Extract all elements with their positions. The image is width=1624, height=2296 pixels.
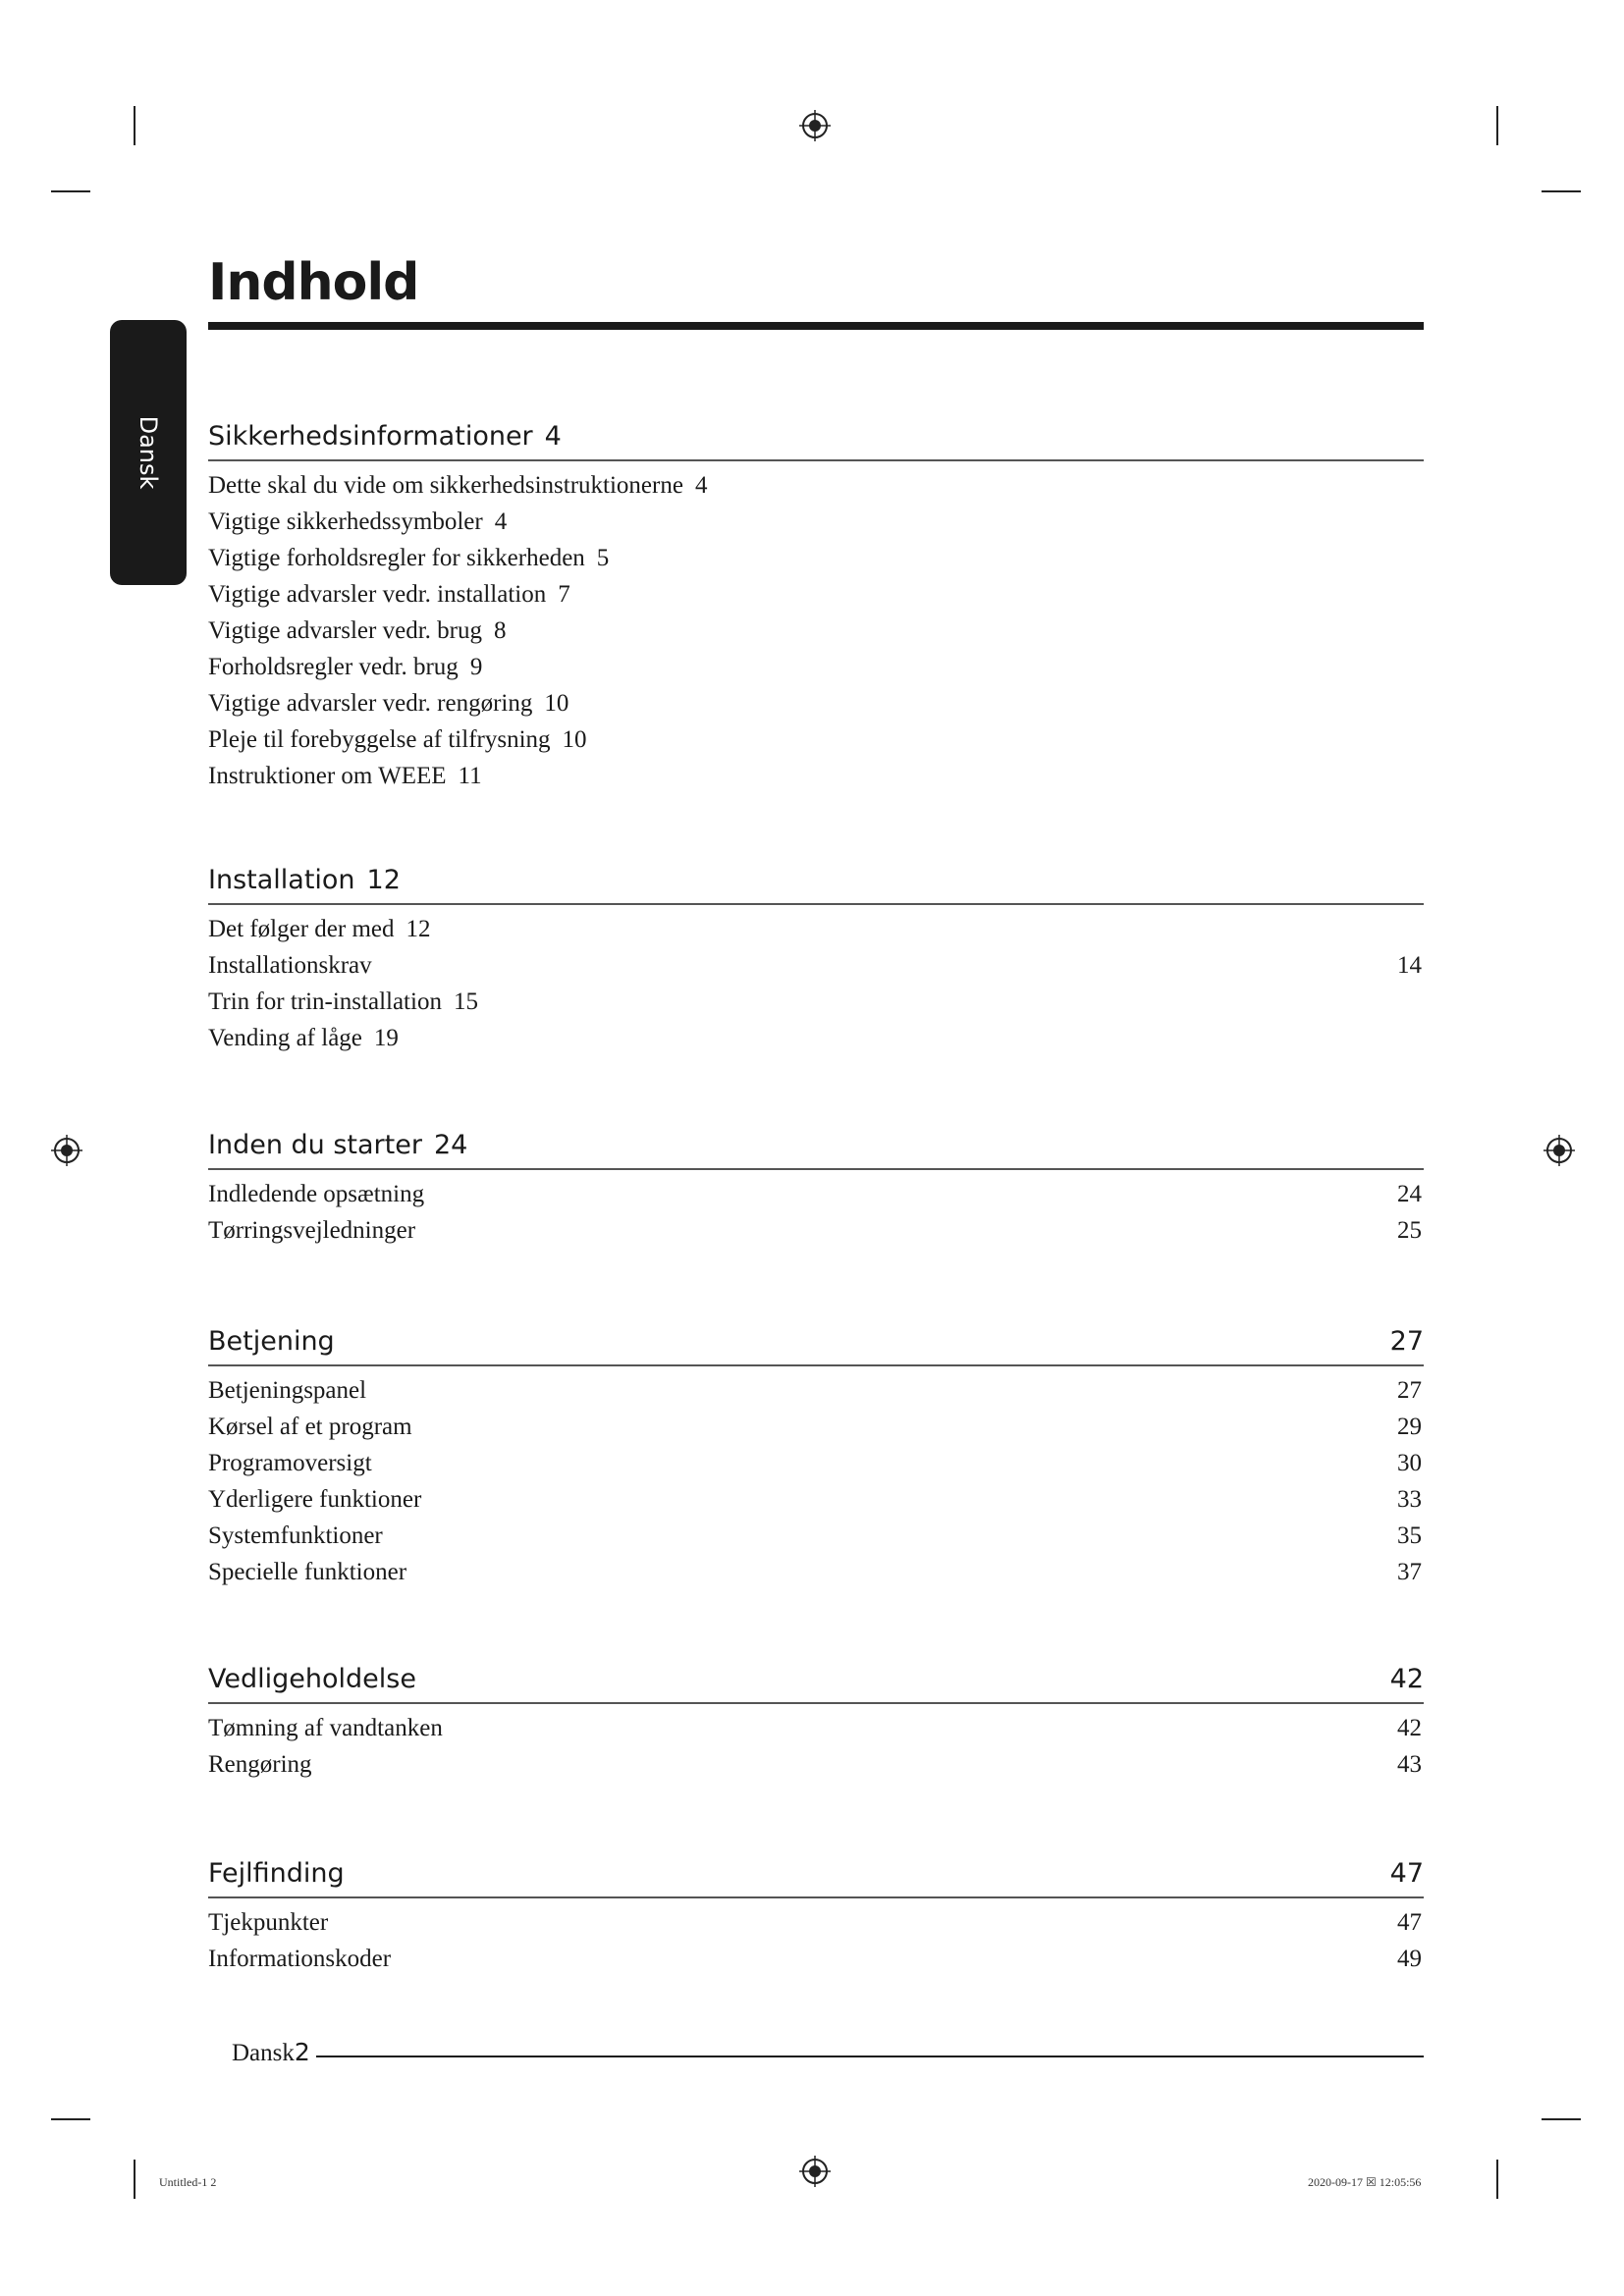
section-page-number: 12 <box>366 865 401 895</box>
print-slug-right: 2020-09-17 ☒ 12:05:56 <box>1308 2175 1422 2189</box>
section-page-number: 24 <box>433 1130 468 1160</box>
section-heading[interactable] <box>208 414 1424 461</box>
toc-entry-page-number: 29 <box>1397 1414 1422 1440</box>
section-title: Betjening <box>208 1326 335 1357</box>
toc-section <box>208 414 1424 794</box>
toc-entry-page-number: 47 <box>1397 1909 1422 1936</box>
toc-entry[interactable] <box>208 1372 1424 1409</box>
language-side-tab <box>110 320 187 585</box>
section-heading[interactable] <box>208 1123 1424 1170</box>
toc-entry-page-number: 19 <box>373 1025 399 1051</box>
toc-entry-label: Instruktioner om WEEE <box>208 763 447 789</box>
section-heading[interactable] <box>208 1851 1424 1898</box>
toc-entry-label: Installationskrav <box>208 952 372 979</box>
toc-entry-label: Specielle funktioner <box>208 1559 407 1585</box>
toc-entry-label: Tjekpunkter <box>208 1909 329 1936</box>
toc-entry-page-number: 4 <box>694 472 708 499</box>
toc-entry-label: Forholdsregler vedr. brug <box>208 654 459 680</box>
toc-entry-page-number: 12 <box>406 916 431 942</box>
toc-entry-page-number: 11 <box>458 763 482 789</box>
toc-entry-page-number: 5 <box>596 545 610 571</box>
toc-entry-page-number: 37 <box>1397 1559 1422 1585</box>
toc-entry-label: Betjeningspanel <box>208 1377 367 1404</box>
section-title: Sikkerhedsinformationer 4 <box>208 421 562 452</box>
title-rule <box>208 322 1424 330</box>
section-entries <box>208 1898 1424 1977</box>
crop-mark <box>51 2118 90 2120</box>
toc-entry-page-number: 33 <box>1397 1486 1422 1513</box>
toc-entry[interactable] <box>208 1554 1424 1590</box>
toc-entry-label: Indledende opsætning <box>208 1181 425 1207</box>
toc-entry-label: Tørringsvejledninger <box>208 1217 416 1244</box>
toc-entry-label: Det følger der med <box>208 916 395 942</box>
toc-entry-label: Vigtige advarsler vedr. brug <box>208 617 482 644</box>
toc-entry-label: Pleje til forebyggelse af tilfrysning <box>208 726 551 753</box>
toc-entry-page-number: 10 <box>544 690 569 717</box>
registration-mark-icon <box>51 1135 82 1166</box>
toc-entry[interactable] <box>208 540 1424 576</box>
toc-entry-page-number: 14 <box>1397 952 1422 979</box>
toc-entry-label: Vigtige forholdsregler for sikkerheden <box>208 545 585 571</box>
section-heading[interactable] <box>208 1657 1424 1704</box>
crop-mark <box>134 106 135 145</box>
toc-entry-page-number: 25 <box>1397 1217 1422 1244</box>
section-title: Installation 12 <box>208 865 401 895</box>
footer-page-number: 2 <box>294 2038 310 2066</box>
toc-entry-page-number: 8 <box>493 617 507 644</box>
toc-entry-page-number: 35 <box>1397 1522 1422 1549</box>
toc-section <box>208 1123 1424 1249</box>
section-title: Fejlfinding <box>208 1858 345 1889</box>
language-tab-label: Dansk <box>135 415 162 490</box>
toc-entry-page-number: 7 <box>558 581 570 608</box>
toc-entry[interactable] <box>208 911 1424 947</box>
toc-entry-label: Informationskoder <box>208 1946 392 1972</box>
section-heading[interactable] <box>208 1319 1424 1366</box>
toc-entry[interactable] <box>208 1409 1424 1445</box>
toc-entry-label: Systemfunktioner <box>208 1522 383 1549</box>
toc-entry[interactable] <box>208 1176 1424 1212</box>
toc-entry[interactable] <box>208 1904 1424 1941</box>
section-title: Inden du starter 24 <box>208 1130 468 1160</box>
section-page-number: 47 <box>1389 1858 1424 1889</box>
toc-entry-label: Dette skal du vide om sikkerhedsinstruktionerne <box>208 472 683 499</box>
toc-entry-page-number: 10 <box>562 726 587 753</box>
crop-mark <box>1542 2118 1581 2120</box>
toc-entry[interactable] <box>208 685 1424 721</box>
section-entries <box>208 1704 1424 1783</box>
section-title: Vedligeholdelse <box>208 1664 416 1694</box>
toc-entry-page-number: 4 <box>494 508 508 535</box>
crop-mark <box>134 2160 135 2199</box>
toc-entry[interactable] <box>208 984 1424 1020</box>
registration-mark-icon <box>1543 1135 1575 1166</box>
toc-section <box>208 1851 1424 1977</box>
toc-section <box>208 1657 1424 1783</box>
toc-entry[interactable] <box>208 721 1424 758</box>
toc-section <box>208 858 1424 1056</box>
toc-entry-label: Vigtige sikkerhedssymboler <box>208 508 483 535</box>
section-entries <box>208 1366 1424 1590</box>
section-entries <box>208 905 1424 1056</box>
section-page-number: 27 <box>1389 1326 1424 1357</box>
toc-entry-label: Programoversigt <box>208 1450 372 1476</box>
section-heading[interactable] <box>208 858 1424 905</box>
toc-entry-page-number: 15 <box>453 988 478 1015</box>
toc-entry[interactable] <box>208 1212 1424 1249</box>
toc-entry[interactable] <box>208 947 1424 984</box>
section-page-number: 42 <box>1389 1664 1424 1694</box>
section-entries <box>208 461 1424 794</box>
toc-entry[interactable] <box>208 576 1424 613</box>
toc-entry[interactable] <box>208 467 1424 504</box>
toc-entry-page-number: 30 <box>1397 1450 1422 1476</box>
toc-entry[interactable] <box>208 1710 1424 1746</box>
toc-entry-label: Yderligere funktioner <box>208 1486 422 1513</box>
crop-mark <box>51 190 90 192</box>
crop-mark <box>1496 106 1498 145</box>
toc-section <box>208 1319 1424 1590</box>
toc-entry[interactable] <box>208 758 1424 794</box>
toc-entry[interactable] <box>208 1518 1424 1554</box>
toc-entry-page-number: 27 <box>1397 1377 1422 1404</box>
toc-entry-page-number: 43 <box>1397 1751 1422 1778</box>
registration-mark-icon <box>799 110 831 141</box>
print-slug-left: Untitled-1 2 <box>159 2175 217 2189</box>
toc-entry-label: Trin for trin-installation <box>208 988 442 1015</box>
toc-entry[interactable] <box>208 1746 1424 1783</box>
toc-entry[interactable] <box>208 1941 1424 1977</box>
page-title: Indhold <box>208 253 419 312</box>
footer-rule <box>316 2056 1424 2057</box>
toc-entry[interactable] <box>208 504 1424 540</box>
crop-mark <box>1496 2160 1498 2199</box>
toc-entry-label: Vigtige advarsler vedr. rengøring <box>208 690 533 717</box>
toc-entry-label: Vending af låge <box>208 1025 362 1051</box>
toc-entry-page-number: 42 <box>1397 1715 1422 1741</box>
toc-entry[interactable] <box>208 1445 1424 1481</box>
toc-entry[interactable] <box>208 613 1424 649</box>
toc-entry-page-number: 24 <box>1397 1181 1422 1207</box>
crop-mark <box>1542 190 1581 192</box>
toc-entry-label: Tømning af vandtanken <box>208 1715 443 1741</box>
toc-entry-label: Kørsel af et program <box>208 1414 412 1440</box>
registration-mark-icon <box>799 2156 831 2187</box>
footer-page-label <box>232 2038 310 2067</box>
toc-entry[interactable] <box>208 1020 1424 1056</box>
section-entries <box>208 1170 1424 1249</box>
toc-entry[interactable] <box>208 649 1424 685</box>
footer-language: Dansk <box>232 2040 295 2066</box>
toc-entry-label: Vigtige advarsler vedr. installation <box>208 581 547 608</box>
section-page-number: 4 <box>544 421 562 452</box>
toc-entry-label: Rengøring <box>208 1751 312 1778</box>
toc-entry[interactable] <box>208 1481 1424 1518</box>
toc-entry-page-number: 49 <box>1397 1946 1422 1972</box>
toc-entry-page-number: 9 <box>469 654 483 680</box>
